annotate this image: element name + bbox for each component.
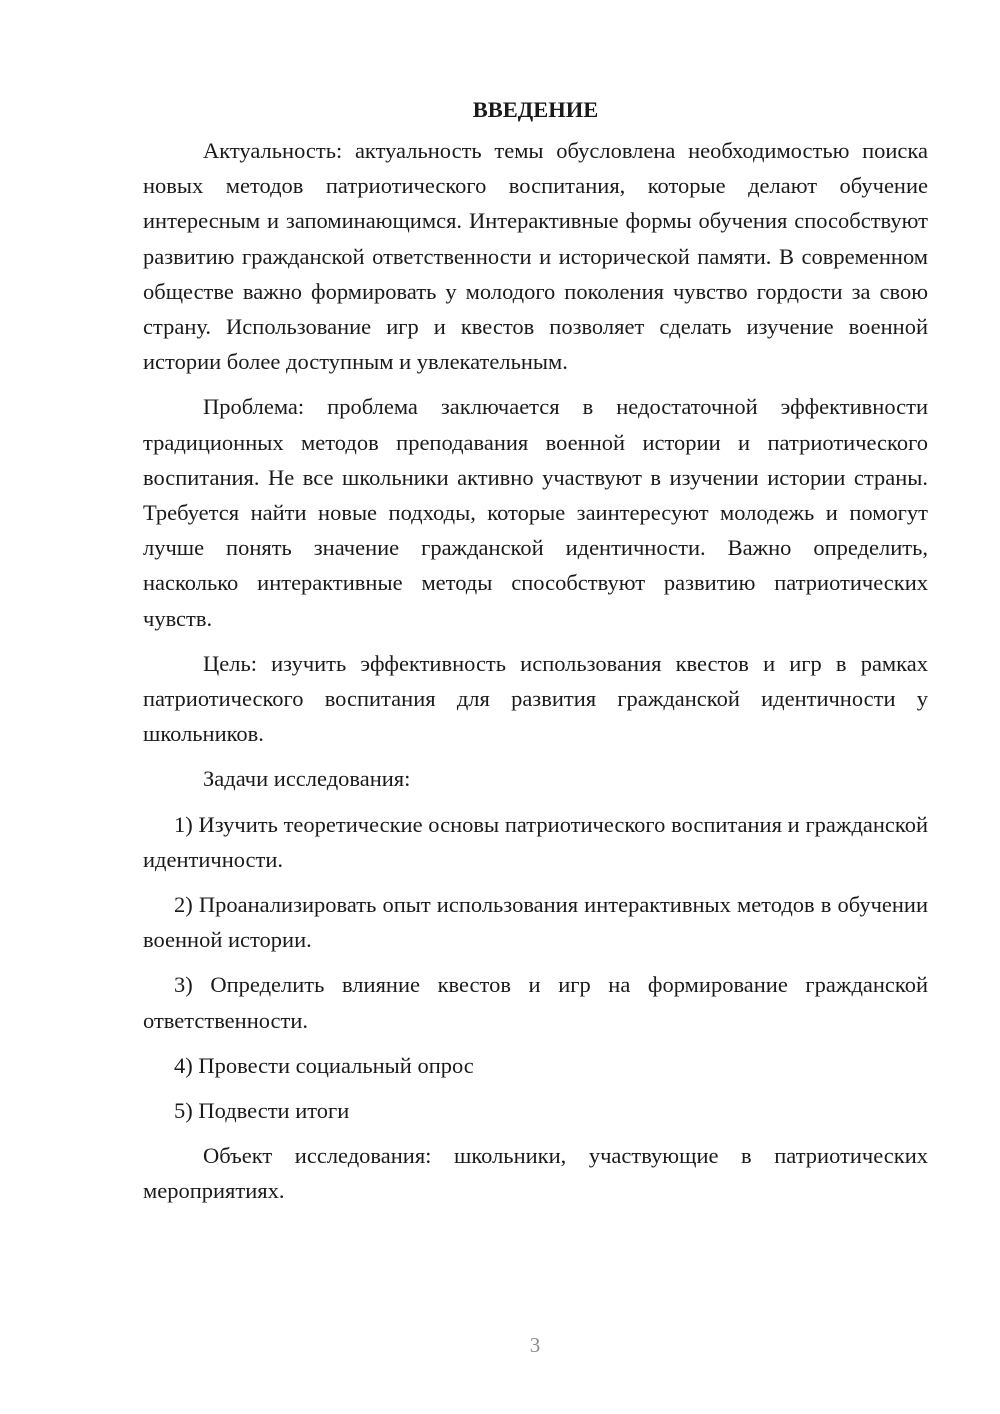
section-title: ВВЕДЕНИЕ: [472, 97, 599, 122]
page-number: 3: [529, 1333, 541, 1357]
paragraph-problem: Проблема: проблема заключается в недостаточной эффективности традиционных методов преподавания военной истории и патриотического воспитания. Не все школьники активно участвуют в изучении истории страны. Требуется найти новые подходы, которые заинтересуют молодежь и помогут лучше понять значение гражданской идентичности. Важно определить, насколько интерактивные методы способствуют развитию патриотических чувств.: [143, 394, 928, 631]
paragraph-relevance: Актуальность: актуальность темы обусловлена необходимостью поиска новых методов патриотического воспитания, которые делают обучение интересным и запоминающимся. Интерактивные формы обучения способствуют развитию гражданской ответственности и исторической памяти. В современном обществе важно формировать у молодого поколения чувство гордости за свою страну. Использование игр и квестов позволяет сделать изучение военной истории более доступным и увлекательным.: [143, 138, 928, 375]
paragraph-goal: Цель: изучить эффективность использования квестов и игр в рамках патриотического воспитания для развития гражданской идентичности у школьников.: [143, 650, 928, 747]
task-item-2: 2) Проанализировать опыт использования интерактивных методов в обучении военной истории.: [143, 892, 928, 953]
task-item-1: 1) Изучить теоретические основы патриотического воспитания и гражданской идентичности.: [143, 811, 928, 872]
task-item-3: 3) Определить влияние квестов и игр на формирование гражданской ответственности.: [143, 972, 928, 1033]
page-content: [143, 92, 928, 1209]
task-item-4: 4) Провести социальный опрос: [174, 1052, 474, 1078]
tasks-heading: Задачи исследования:: [203, 766, 411, 792]
paragraph-object: Объект исследования: школьники, участвующие в патриотических мероприятиях.: [143, 1143, 928, 1204]
task-item-5: 5) Подвести итоги: [174, 1098, 350, 1124]
